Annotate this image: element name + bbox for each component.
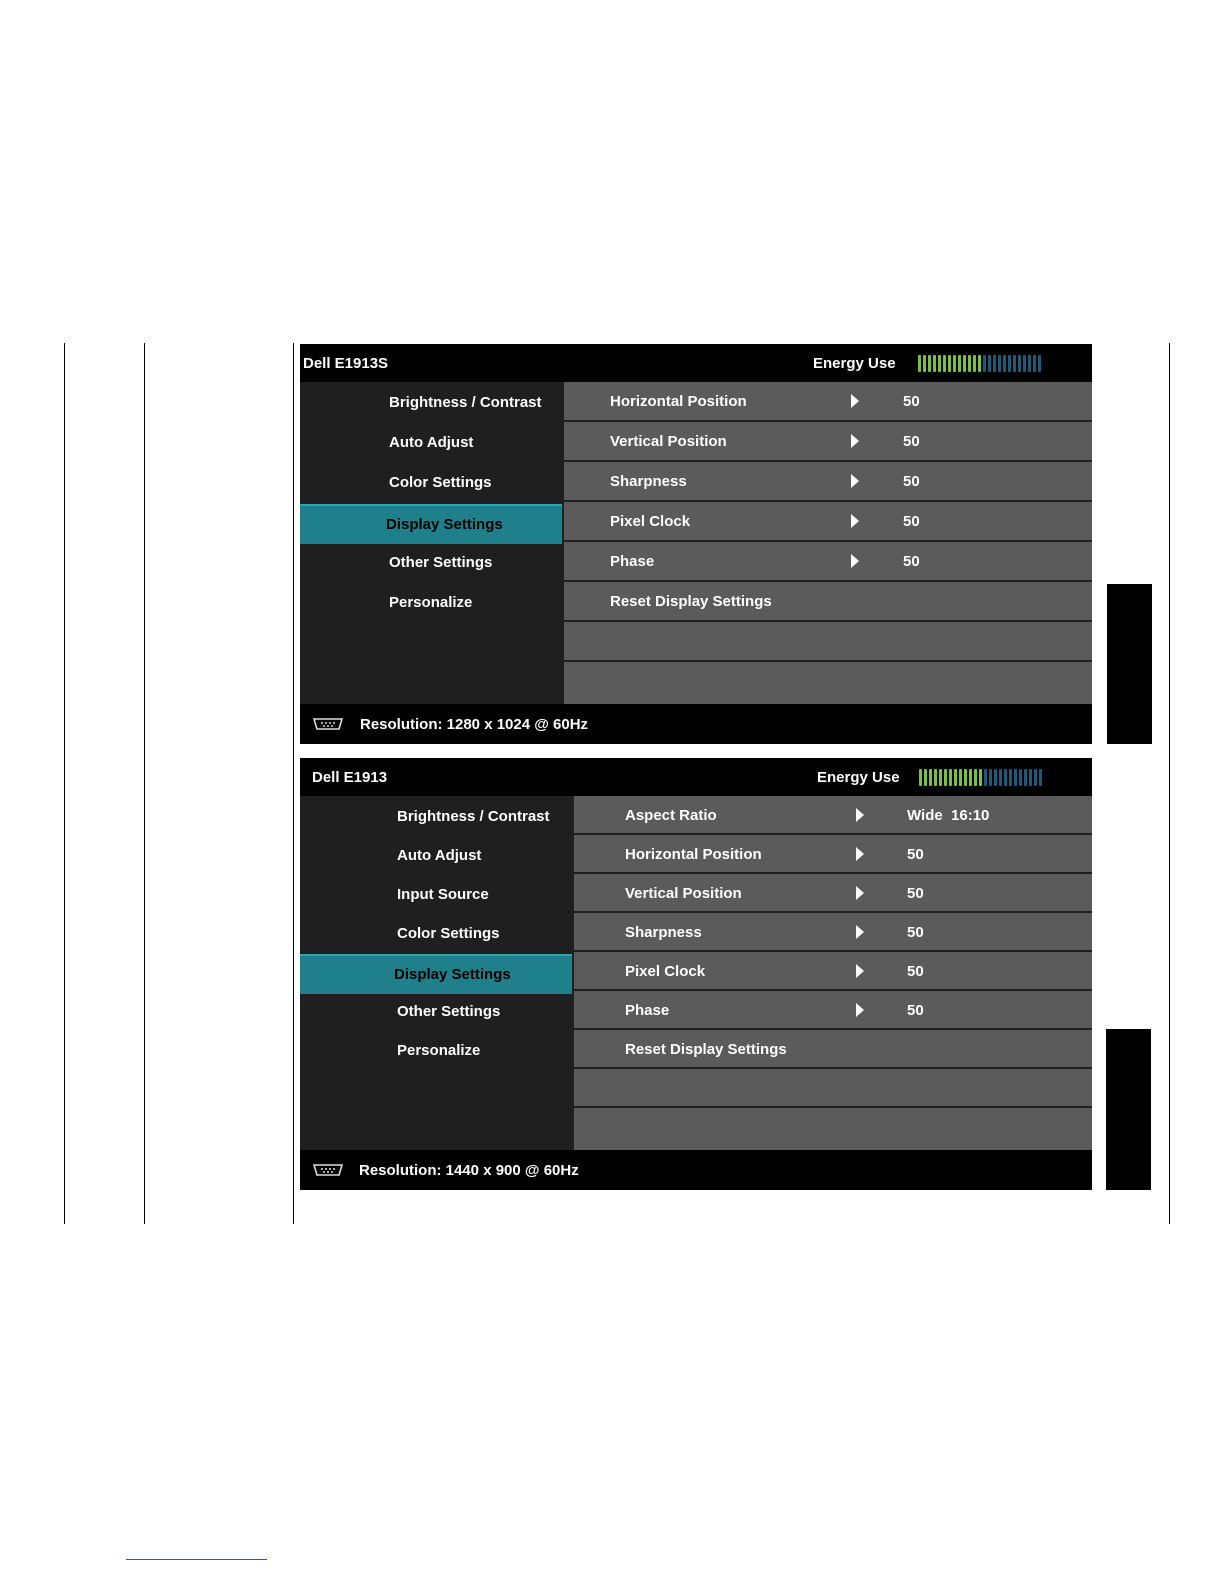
menu-item-color-settings[interactable] (300, 464, 562, 502)
down-button[interactable] (1107, 624, 1152, 664)
submenu-row-value: 50 (903, 473, 920, 490)
submenu-row-label: Phase (625, 1002, 670, 1019)
submenu-row[interactable] (564, 462, 1092, 502)
color-settings-icon (317, 918, 351, 950)
energy-segment (948, 355, 951, 372)
submenu-row-value: 50 (903, 433, 920, 450)
submenu-row[interactable] (564, 382, 1092, 422)
brightness-icon (317, 387, 351, 419)
energy-segment (1008, 355, 1011, 372)
energy-segment (994, 769, 997, 786)
right-triangle-icon (851, 554, 859, 568)
submenu-row-label: Sharpness (610, 473, 687, 490)
star-icon (317, 1035, 351, 1067)
energy-segment (944, 769, 947, 786)
energy-segment (1004, 769, 1007, 786)
right-triangle-icon (856, 1003, 864, 1017)
menu-item-personalize[interactable] (300, 584, 562, 622)
osd-button-bar (1107, 584, 1152, 744)
right-triangle-icon (856, 886, 864, 900)
monitor-model: Dell E1913S (303, 355, 389, 372)
input-source-icon (317, 879, 351, 911)
energy-segment (938, 355, 941, 372)
submenu-row-label: Vertical Position (610, 433, 727, 450)
osd-menu-e1913 (300, 758, 1092, 1190)
menu-item-color-settings[interactable] (300, 915, 572, 953)
auto-adjust-icon (317, 427, 351, 459)
submenu-row-value: 50 (907, 963, 924, 980)
menu-item-label: Personalize (397, 1042, 481, 1059)
submenu-row-label: Horizontal Position (610, 393, 747, 410)
energy-segment (1009, 769, 1012, 786)
osd-footer (300, 1150, 1092, 1190)
menu-item-personalize[interactable] (300, 1032, 572, 1070)
right-triangle-icon (851, 514, 859, 528)
energy-segment (1024, 769, 1027, 786)
submenu-row[interactable] (574, 796, 1092, 835)
menu-item-label: Brightness / Contrast (389, 394, 542, 411)
energy-use-meter (919, 769, 1042, 786)
menu-item-label: Display Settings (394, 966, 511, 983)
menu-item-label: Input Source (397, 886, 489, 903)
submenu-row-label: Reset Display Settings (625, 1041, 787, 1058)
energy-segment (998, 355, 1001, 372)
color-settings-icon (317, 467, 351, 499)
right-triangle-icon (851, 394, 859, 408)
energy-segment (1033, 355, 1036, 372)
energy-segment (953, 355, 956, 372)
submenu-row[interactable] (574, 835, 1092, 874)
right-arrow-button[interactable] (1106, 1109, 1151, 1149)
energy-segment (974, 769, 977, 786)
osd-footer (300, 704, 1092, 744)
energy-segment (1028, 355, 1031, 372)
menu-item-label: Other Settings (397, 1003, 501, 1020)
submenu-row-value: 50 (903, 393, 920, 410)
menu-item-label: Color Settings (397, 925, 500, 942)
menu-item-label: Personalize (389, 594, 473, 611)
energy-segment (984, 769, 987, 786)
energy-use-label: Energy Use (817, 769, 900, 786)
submenu-row-value: Wide 16:10 (907, 807, 990, 824)
right-arrow-button[interactable] (1107, 664, 1152, 704)
submenu-row[interactable] (574, 874, 1092, 913)
table-divider (1169, 343, 1170, 1224)
table-divider (293, 343, 294, 1224)
menu-item-auto-adjust[interactable] (300, 837, 572, 875)
submenu-empty-row (564, 622, 1092, 662)
close-button[interactable] (1106, 1149, 1151, 1189)
submenu-row-value: 50 (903, 553, 920, 570)
submenu-row-value: 50 (907, 924, 924, 941)
menu-item-display-settings[interactable] (300, 504, 562, 544)
close-button[interactable] (1107, 704, 1152, 744)
right-triangle-icon (856, 808, 864, 822)
brightness-icon (317, 801, 351, 833)
right-triangle-icon (856, 925, 864, 939)
energy-segment (1018, 355, 1021, 372)
energy-segment (943, 355, 946, 372)
osd-menu-e1913s (300, 344, 1092, 744)
energy-segment (973, 355, 976, 372)
vga-connector-icon (312, 1164, 344, 1176)
menu-item-brightness-contrast[interactable] (300, 798, 572, 836)
right-triangle-icon (856, 847, 864, 861)
menu-item-label: Brightness / Contrast (397, 808, 550, 825)
table-divider (144, 343, 145, 1224)
main-menu (300, 382, 562, 704)
link-underline[interactable] (126, 1559, 267, 1560)
submenu-row[interactable] (574, 913, 1092, 952)
submenu-row-label: Reset Display Settings (610, 593, 772, 610)
energy-segment (1029, 769, 1032, 786)
menu-item-input-source[interactable] (300, 876, 572, 914)
submenu-row-label: Phase (610, 553, 655, 570)
energy-segment (969, 769, 972, 786)
energy-segment (1019, 769, 1022, 786)
energy-segment (978, 355, 981, 372)
menu-item-other-settings[interactable] (300, 993, 572, 1031)
energy-segment (993, 355, 996, 372)
menu-item-label: Color Settings (389, 474, 492, 491)
submenu-empty-row (564, 662, 1092, 704)
right-triangle-icon (856, 964, 864, 978)
submenu-row-label: Pixel Clock (610, 513, 691, 530)
submenu-panel (564, 382, 1092, 704)
energy-segment (963, 355, 966, 372)
right-triangle-icon (851, 474, 859, 488)
energy-segment (1014, 769, 1017, 786)
table-divider (64, 343, 65, 1224)
main-menu (300, 796, 572, 1150)
energy-segment (929, 769, 932, 786)
sliders-icon (317, 996, 351, 1028)
energy-segment (1034, 769, 1037, 786)
menu-item-label: Auto Adjust (397, 847, 482, 864)
energy-segment (1038, 355, 1041, 372)
resolution-text: Resolution: 1280 x 1024 @ 60Hz (360, 716, 589, 733)
submenu-row[interactable] (564, 422, 1092, 462)
energy-segment (979, 769, 982, 786)
energy-segment (989, 769, 992, 786)
energy-segment (933, 355, 936, 372)
menu-item-label: Display Settings (386, 516, 503, 533)
energy-segment (999, 769, 1002, 786)
energy-segment (1039, 769, 1042, 786)
osd-button-bar (1106, 1029, 1151, 1190)
energy-segment (983, 355, 986, 372)
energy-segment (988, 355, 991, 372)
energy-segment (1023, 355, 1026, 372)
energy-segment (1003, 355, 1006, 372)
osd-header (300, 344, 1092, 382)
vga-connector-icon (312, 718, 344, 730)
energy-segment (968, 355, 971, 372)
energy-use-label: Energy Use (813, 355, 896, 372)
resolution-text: Resolution: 1440 x 900 @ 60Hz (359, 1162, 579, 1179)
display-icon (317, 959, 351, 991)
submenu-row-value: 50 (907, 885, 924, 902)
submenu-empty-row (574, 1069, 1092, 1108)
submenu-row-label: Sharpness (625, 924, 702, 941)
energy-segment (954, 769, 957, 786)
energy-segment (959, 769, 962, 786)
up-button[interactable] (1107, 584, 1152, 624)
submenu-row-label: Pixel Clock (625, 963, 706, 980)
energy-segment (939, 769, 942, 786)
energy-segment (934, 769, 937, 786)
submenu-row-label: Vertical Position (625, 885, 742, 902)
menu-item-display-settings[interactable] (300, 954, 572, 994)
sliders-icon (317, 547, 351, 579)
menu-item-auto-adjust[interactable] (300, 424, 562, 462)
down-button[interactable] (1106, 1069, 1151, 1109)
energy-segment (923, 355, 926, 372)
energy-segment (928, 355, 931, 372)
menu-item-brightness-contrast[interactable] (300, 384, 562, 422)
submenu-row-value: 50 (907, 846, 924, 863)
menu-item-label: Other Settings (389, 554, 493, 571)
menu-item-label: Auto Adjust (389, 434, 474, 451)
submenu-row-label: Aspect Ratio (625, 807, 717, 824)
submenu-row[interactable] (564, 542, 1092, 582)
display-icon (317, 509, 351, 541)
osd-header (300, 758, 1092, 796)
energy-use-meter (918, 355, 1041, 372)
energy-segment (924, 769, 927, 786)
energy-segment (919, 769, 922, 786)
menu-item-other-settings[interactable] (300, 544, 562, 582)
energy-segment (964, 769, 967, 786)
submenu-row-value: 50 (903, 513, 920, 530)
energy-segment (949, 769, 952, 786)
submenu-row[interactable] (564, 582, 1092, 622)
submenu-row[interactable] (574, 952, 1092, 991)
submenu-panel (574, 796, 1092, 1150)
energy-segment (918, 355, 921, 372)
star-icon (317, 587, 351, 619)
energy-segment (1013, 355, 1016, 372)
submenu-row[interactable] (574, 991, 1092, 1030)
submenu-row-value: 50 (907, 1002, 924, 1019)
submenu-empty-row (574, 1108, 1092, 1150)
submenu-row[interactable] (574, 1030, 1092, 1069)
auto-adjust-icon (317, 840, 351, 872)
monitor-model: Dell E1913 (312, 769, 388, 786)
up-button[interactable] (1106, 1029, 1151, 1069)
submenu-row-label: Horizontal Position (625, 846, 762, 863)
right-triangle-icon (851, 434, 859, 448)
submenu-row[interactable] (564, 502, 1092, 542)
energy-segment (958, 355, 961, 372)
